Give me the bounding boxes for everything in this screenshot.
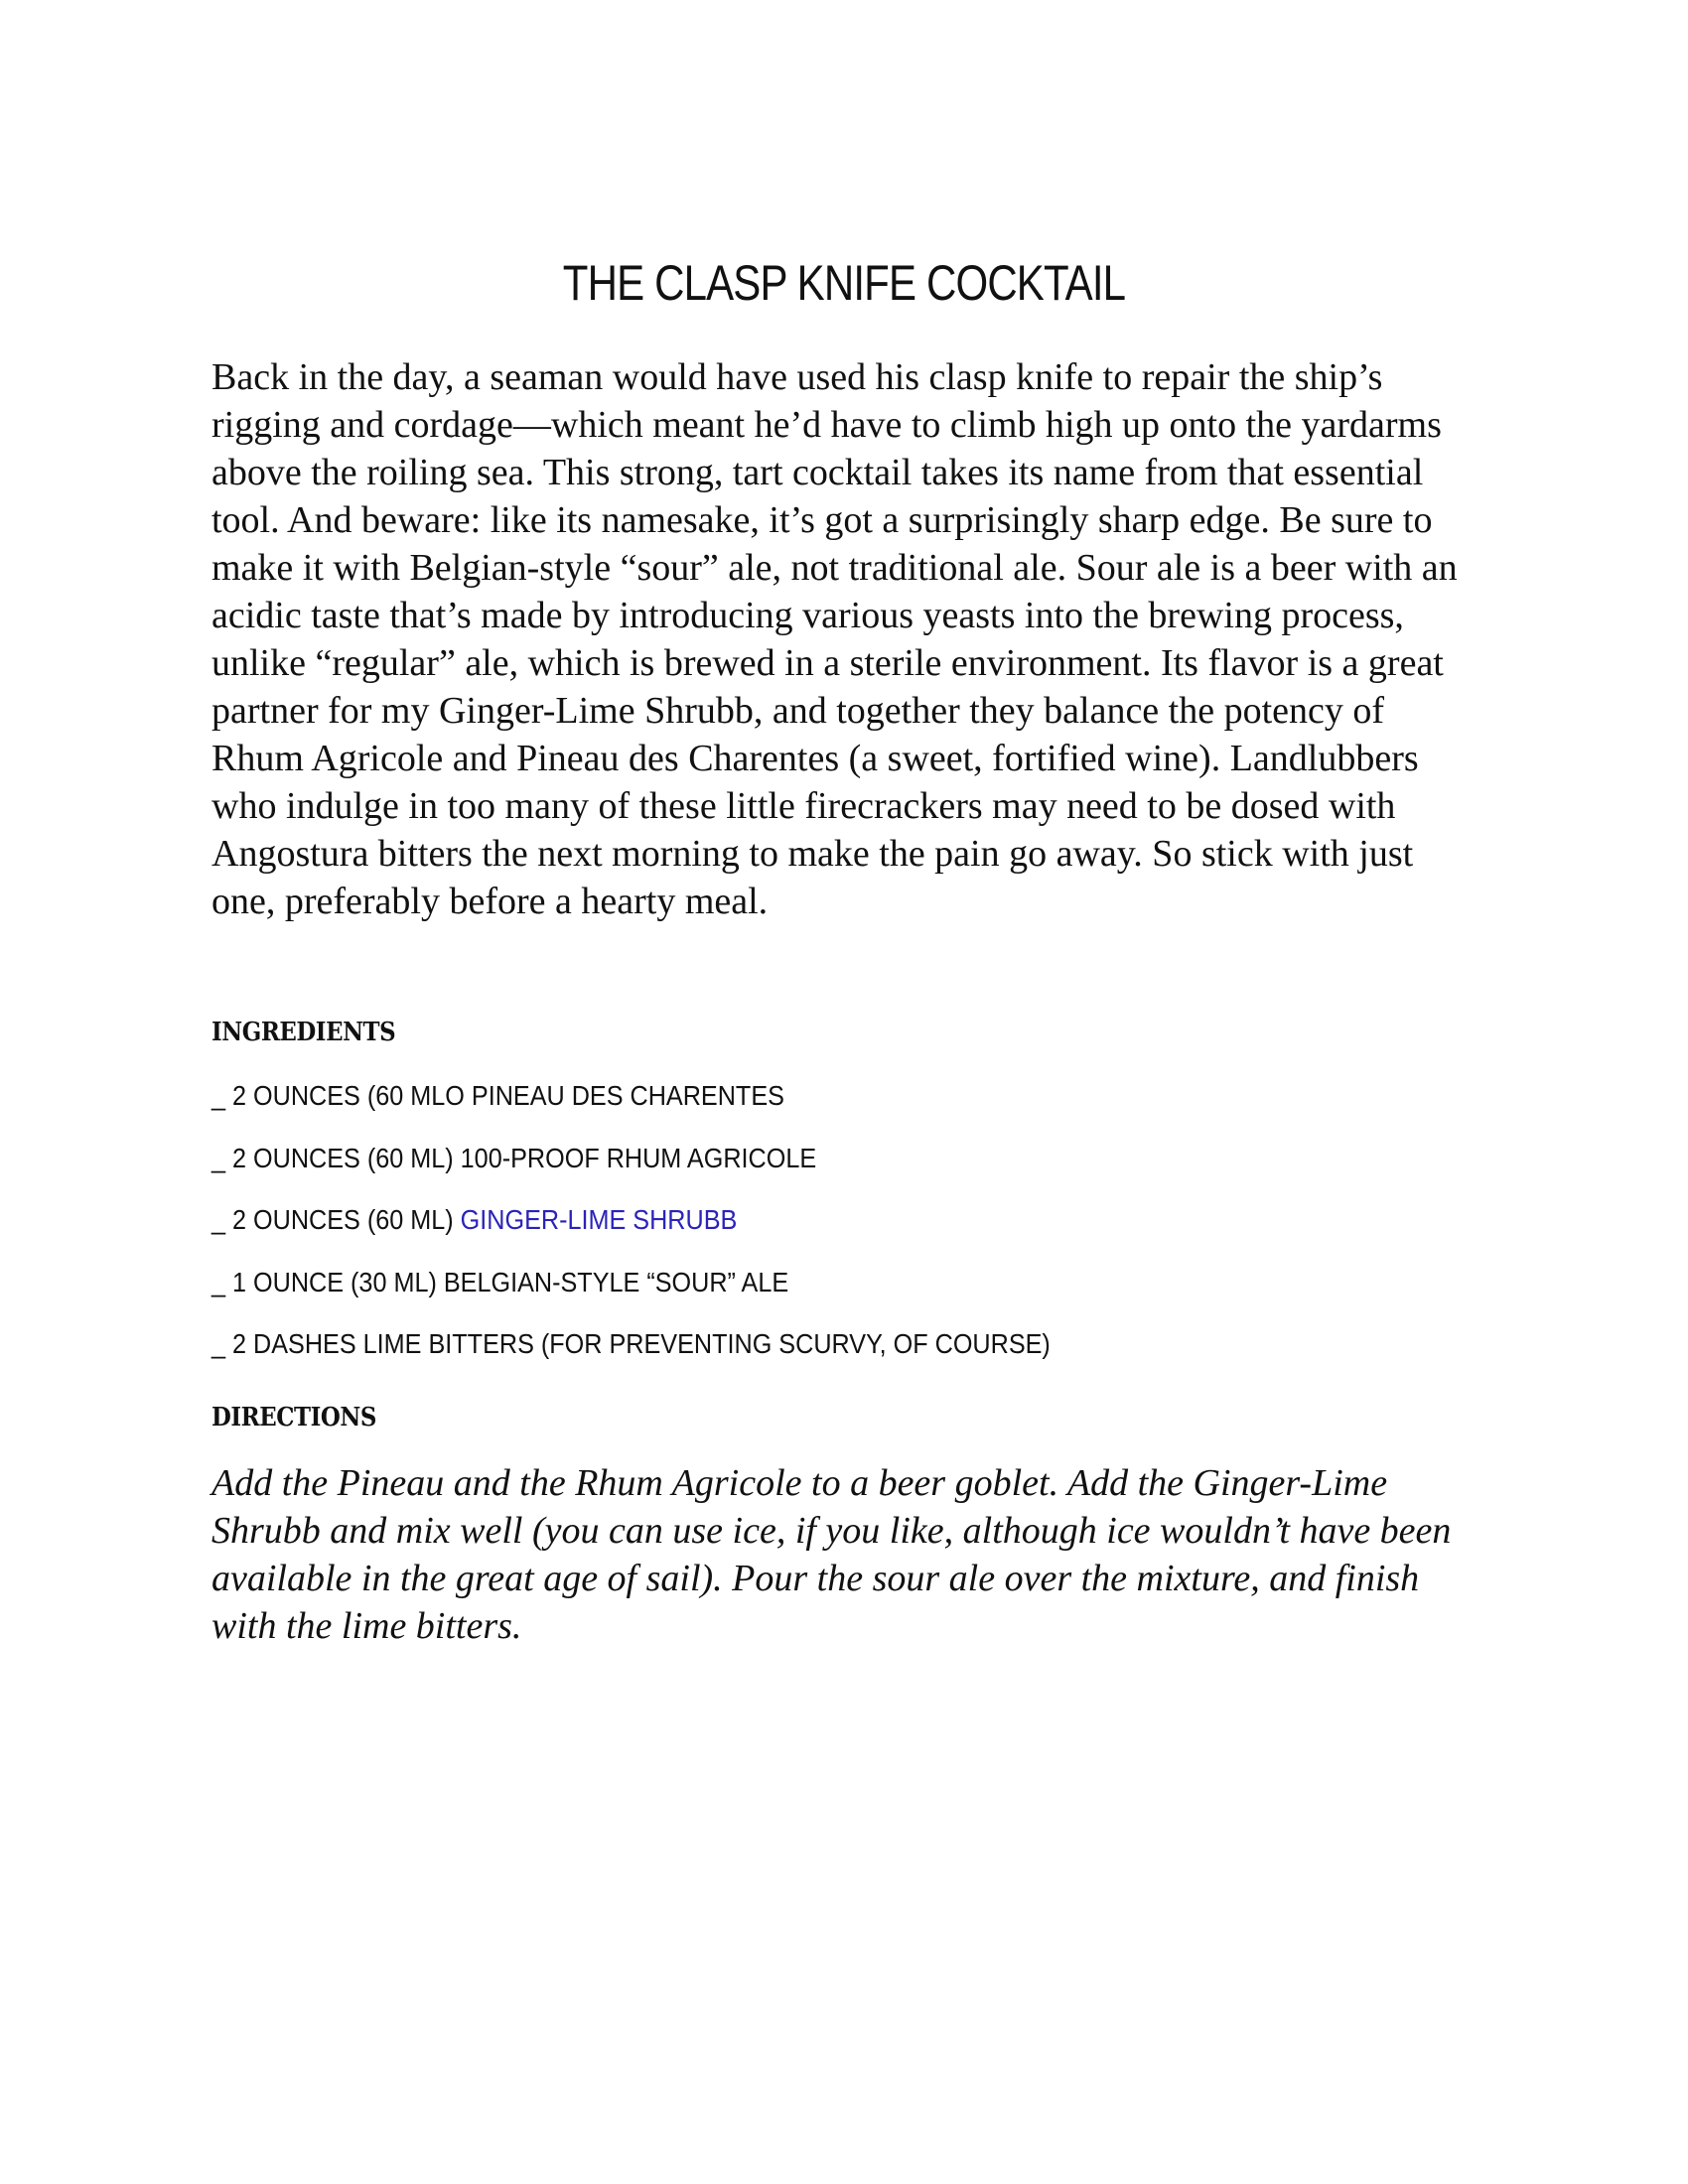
directions-heading: DIRECTIONS: [211, 1403, 376, 1433]
ingredient-item: _ 1 OUNCE (30 ML) BELGIAN-STYLE “SOUR” ALE: [211, 1266, 789, 1297]
ingredient-item: [211, 1200, 1051, 1263]
ingredient-item: _ 2 OUNCES (60 MLO PINEAU DES CHARENTES: [211, 1080, 784, 1111]
directions-paragraph: Add the Pineau and the Rhum Agricole to a beer goblet. Add the Ginger-Lime Shrubb and mix well (you can use ice, if you like, although ice wouldn’t have been available in the great age of sail). Pour the sour ale over the mixture, and finish with the lime bitters.: [211, 1462, 1452, 1647]
ingredient-item: _ 2 DASHES LIME BITTERS (FOR PREVENTING SCURVY, OF COURSE): [211, 1328, 1051, 1359]
ginger-lime-shrubb-link[interactable]: GINGER-LIME SHRUBB: [460, 1204, 738, 1235]
ingredient-item: _ 2 OUNCES (60 ML) 100-PROOF RHUM AGRICOLE: [211, 1142, 817, 1173]
ingredients-list: [211, 1076, 1144, 1387]
intro-paragraph: Back in the day, a seaman would have used his clasp knife to repair the ship’s rigging and cordage—which meant he’d have to climb high up onto the yardarms above the roiling sea. This strong, tart cocktail takes its name from that essential tool. And beware: like its namesake, it’s got a surprisingly sharp edge. Be sure to make it with Belgian-style “sour” ale, not traditional ale. Sour ale is a beer with an acidic taste that’s made by introducing various yeasts into the brewing process, unlike “regular” ale, which is brewed in a sterile environment. Its flavor is a great partner for my Ginger-Lime Shrubb, and together they balance the potency of Rhum Agricole and Pineau des Charentes (a sweet, fortified wine). Landlubbers who indulge in too many of these little firecrackers may need to be dosed with Angostura bitters the next morning to make the pain go away. So stick with just one, preferably before a hearty meal.: [211, 356, 1458, 922]
ingredients-heading: INGREDIENTS: [211, 1018, 396, 1047]
recipe-title: THE CLASP KNIFE COCKTAIL: [562, 255, 1126, 311]
ingredient-quantity: _ 2 OUNCES (60 ML): [211, 1204, 461, 1235]
